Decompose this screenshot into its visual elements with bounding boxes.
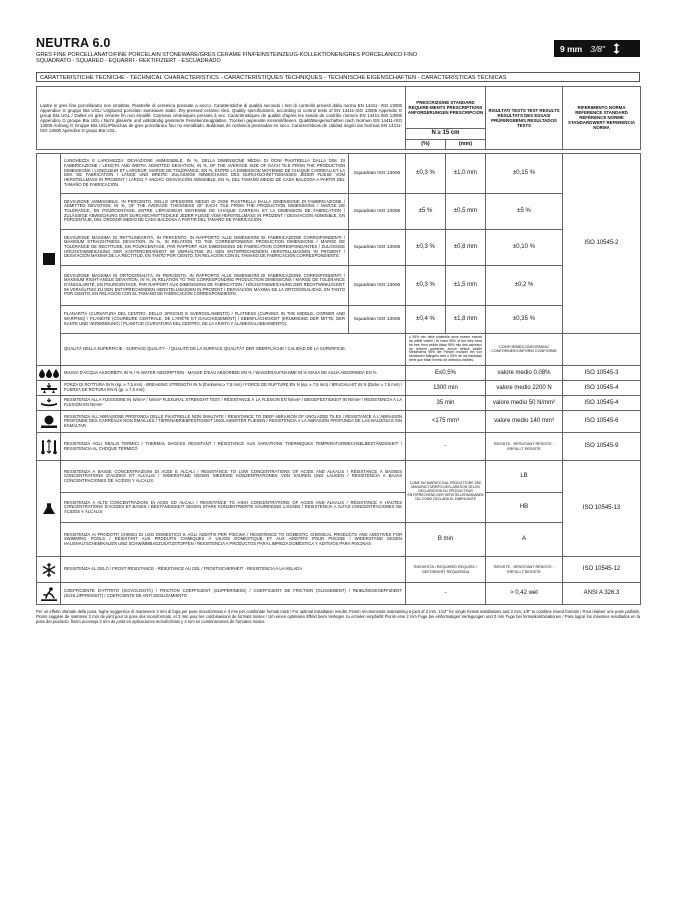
dimension-pct: ±0,3 % [406, 265, 446, 305]
flexural-strength-row [37, 396, 641, 411]
chemical-desc: RESISTENZA A ALTE CONCENTRAZIONI DI ACIDI ED ALCALI / RESISTANCE TO HIGH CONCENTRATIONS OF ACIDS AND ALKALIS / RÉSISTANCE À HAUTES CONCENTRATIONS D'ACIDES ET BASES / BESTÄNDIGKEIT GEGEN STARK KONZENTRIERTE SÄURENUND LAUGEN / RESISTENCIA A ALTAS CONCENTRACIONES DE ÁCIDOS Y ÁLCALIS [61, 493, 406, 523]
breaking-force-icon [40, 383, 58, 393]
row-result: valore medio 0,08% [486, 366, 563, 381]
dimension-method: Squadrato ISO 13006 [349, 305, 406, 333]
row-prescription: - [406, 583, 486, 605]
chemical-norm: ISO 10545-13 [563, 461, 641, 557]
prescription-header: PRESCRIZIONE STANDARD REQUIRE-MENTS PRESCRIPTIONS ANFORDERUNGEN PRESCRIPCION [406, 86, 486, 128]
dimension-mm: ±1,8 mm [446, 305, 486, 333]
icon-cell [37, 381, 61, 396]
row-prescription: <175 mm³ [406, 411, 486, 433]
footer-note: Per un effetto ottimale della posa, fughe suggerisce di mantenere 2 mm di fuga per pose monoformato e 3 mm per combinate formati misti / For optimal installation results, Florim recommends maintaining a joint of 2 mm, 1/12" for single format installations and 3 mm, 1/8" to combine mixed formats / Pour réaliser une pose parfaite, Florim suggère de maintenir 2 mm de joint pour la pose des monoformats, et 3 mm pour les combinaisons de formats mixtes / Um einen optimalen Effekt beim Verlegen zu erzielen empfiehlt Florim eine 2 mm Fuge bei einformatigen Verlegungen und 3 mm Fuge bei formatkombinationen / Para lograr los máximos resultados en la pose del producto, florim aconseja 2 mm de junta en aplicaciones monoformato y 3 mm en combinaciones de formatos mixtos. [36, 609, 640, 624]
dimension-pct: ±0,3 % [406, 153, 446, 193]
dimension-pct: ±0,4 % [406, 305, 446, 333]
dimension-row [37, 153, 641, 193]
thickness-inch: 3/8" [590, 43, 606, 54]
thermal-shock-row [37, 433, 641, 461]
row-norm: ISO 10545-12 [563, 557, 641, 583]
dimension-desc: DEVIAZIONE AMMISSIBILE, IN PERCENTO, DELLO SPESSORE MEDIO DI OGNI PIASTRELLA DALLA DIMENSIONE DI FABBRICAZIONE / ADMITTED DEVIATION, IN %, OF THE AVERAGE THICKNESS OF EACH TILE FROM THE PRODUCTION DIMENSIONS / MARGE DE TOLÉRANCE, EN POURCENTAGE, ENTRE L'ÉPAISSEUR MOYENNE DE CHAQUE CARREAU ET LA DIMENSION DE FABRICATION / ZULÄSSIGE ABWEICHUNG DER DURCHSCHNITTSDICKE JEDER FLIESE VOM HERSTELLMASS IN PROZENT / DESVIACIÓN ADMISIBLE, EN PORCENTAJE, DEL GROSOR MEDIO DE CADA BALDOSA A PARTIR DEL TAMAÑO DE FABRICACIÓN. [61, 193, 349, 229]
dimension-row [37, 305, 641, 333]
row-desc: FORZA DI ROTTURA IN N (sp. ≥ 7,5 mm) - BREAKING STRENGTH IN N (thickness ≥ 7,5 mm) / FORCE DE RUPTURE EN N (ép. ≥ 7,5 mm) / BRUCHLAST IN N (Dicke ≥ 7,5 mm) / FUERZA DE ROTURA EN N (gr. ≥ 7,5 mm) [61, 381, 406, 396]
chemical-result: A [486, 523, 563, 557]
product-subtitle [36, 52, 516, 65]
dimension-row [37, 193, 641, 229]
dimension-icon-cell [37, 153, 61, 365]
dimension-desc: PLANARITÀ (CURVATURA DEL CENTRO, DELLO SPIGOLO E SVERGOLAMENTO) / FLATNESS (CURVING IN THE MIDDLE, CORNER AND WARPING) / PLANÉITÉ (COURBURE CENTRALE, DE L'ARÊTE ET GAUCHISSEMENT) / EBENFLÄCHIGKEIT (KRÜMMUNG DER MITTE, DER KANTE UND VERWINDUNG) / PLANITUD (CURVATURA DEL CENTRO, DE LA ARISTA Y ALABEO/ALABEAMIENTO). [61, 305, 349, 333]
dimension-mm: ±1,5 mm [446, 265, 486, 305]
row-norm: ISO 10545-3 [563, 366, 641, 381]
header [36, 36, 640, 65]
abrasion-icon [41, 415, 57, 429]
thermal-shock-icon [41, 439, 57, 455]
chemical-row [37, 461, 641, 493]
dimension-desc: LUNGHEZZA E LARGHEZZA: DEVIAZIONE AMMISSIBILE, IN %, DELLA DIMENSIONE MEDIA DI OGNI PIASTRELLA DALLA DIM. DI FABBRICAZIONE / LENGTH AND WIDTH: ADMITTED DEVIATION, IN %, OF THE AVERAGE SIZE OF EACH TILE FROM THE PRODUCTION DIMENSIONS / LONGUEUR ET LARGEUR: MARGE DE TOLÉRANCE, EN %, ENTRE LA DIMENSION MOYENNE DE CHAQUE CARREAU ET LA DIM. DE FABRICATION / LÄNGE UND BREITE: ZULÄSSIGE ABWEICHUNG DES DURCHSCHNITTSMASSES JEDER FLIESE VOM HERSTELLMASS IN PROZENT / LARGO Y ANCHO: DESVIACIÓN ADMISIBLE, EN %, DEL TAMAÑO MEDIO DE CADA BALDOSA A PARTIR DEL TAMAÑO DE FABRICACIÓN. [61, 153, 349, 193]
product-title: NEUTRA 6.0 [36, 36, 111, 50]
dimension-mm: ±0,5 mm [446, 193, 486, 229]
icon-cell [37, 583, 61, 605]
intro-table [36, 86, 641, 150]
frost-icon [42, 563, 56, 577]
row-prescription: 1300 min [406, 381, 486, 396]
row-norm: ISO 10545-9 [563, 433, 641, 461]
dimension-method: Squadrato ISO 13006 [349, 265, 406, 305]
norm-header: RIFERIMENTO NORMA REFERENCE STANDARD RÉFÉRENCE NORME STANDARDWERT REFERENCIA NORMA [563, 86, 641, 149]
row-prescription: RICHIESTA / REQUIRED REQUISE / GEFORDERT REQUERIDA [406, 557, 486, 583]
intro-row [37, 86, 641, 128]
chemical-result: LB [486, 461, 563, 493]
icon-cell [37, 557, 61, 583]
row-desc: MASSA D'ACQUA ASSORBITA IN % / % WATER ABSORPTION - MASSE D'EAU ABSORBÉE EN % / WASSERAUFNAHME IN % MASA DE AGUA ABSORBIDA EN % [61, 366, 406, 381]
row-norm: ISO 10545-4 [563, 381, 641, 396]
dimension-mm: ±1,0 mm [446, 153, 486, 193]
abrasion-row [37, 411, 641, 433]
dimension-result: ±5 % [486, 193, 563, 229]
icon-cell [37, 411, 61, 433]
row-desc: RESISTENZA ALLA FLESSIONE IN N/mm² / N/mm² FLEXURAL STRENGHT TEST / RÉSISTANCE À LA FLEXION EN N/mm² / BIEGEFESTIGKEIT IN N/mm² / RESISTENCIA A LA FLEXIÓN EN N/mm² [61, 396, 406, 411]
row-desc: RESISTENZA AL GELO / FROST RESISTANCE - RÉSISTANCE AU GEL / FROSTSICHERHEIT - RESISTENCIA A LA HELADA [61, 557, 406, 583]
datasheet-page [36, 36, 640, 624]
row-result: RESISTE - RÉSISTANT RÉSISTE - ERFÜLLT RESISTE [486, 557, 563, 583]
slipping-person-icon [41, 587, 57, 601]
dimension-pct: ±0,3 % [406, 229, 446, 265]
row-prescription: - [406, 433, 486, 461]
surface-desc: QUALITÀ DELLA SUPERFICIE - SURFACE QUALITY - / QUALITÉ DE LA SURFACE QUALITÄT DER OBERFLÄCHE / CALIDAD DE LA SUPERFICIE. [61, 333, 406, 365]
chemical-prescription-bottom: B min [406, 523, 486, 557]
dimension-result: ±0,10 % [486, 229, 563, 265]
section-title: CARATTERISTICHE TECNICHE - TECHNICAL CHARACTERISTICS - CARACTERISTIQUES TECHNIQUES - TECHNISCHE EIGENSCHAFTEN - CARACTERÍSTICAS TÉCNICAS [36, 72, 640, 82]
tile-square-icon [43, 253, 55, 265]
characteristics-table [36, 153, 641, 605]
results-header: RISULTATI TESTS TEST RESULTS RESULTATS DES ESSAIS PRÜFERGEBNIS RESULTADOS TESTS [486, 86, 563, 149]
row-result: valore medio 50 N/mm² [486, 396, 563, 411]
vertical-double-arrow-icon [613, 43, 620, 54]
flexural-strength-icon [40, 398, 58, 408]
chemical-row [37, 523, 641, 557]
row-result: valore medio 2200 N [486, 381, 563, 396]
thickness-badge [554, 40, 640, 57]
surface-row [37, 333, 641, 365]
friction-row [37, 583, 641, 605]
chemical-icon-cell [37, 461, 61, 557]
dimension-row [37, 265, 641, 305]
row-desc: RESISTENZA AGLI SBALZI TERMICI / THERMAL SHOCKS RESISTANT / RÉSISTANCE AUX VARIATIONS THERMIQUES TEMPERATURWECHSELBESTÄNDIGKEIT / RESISTENCIA AL CHOQUE TÉRMICO [61, 433, 406, 461]
dimension-pct: ±5 % [406, 193, 446, 229]
chemical-desc: RESISTENZA AI PRODOTTI CHIMICI DI USO DOMESTICO E AGLI ADDITIVI PER PISCINA / RESISTENCE TO DOMESTIC CHEMICAL PRODUCTS AND ADDITIVES FOR SWIMMING POOLS / RÉSISTANT AUX PRODUITS CHIMIQUES À USAGE DOMESTIQUE ET AUX ADDITIFS POUR PISCINE / WIDERSTAND GEGEN HAUSHALTSCHEMIKALIEN UND SCHWIMMBADZUSATZSTOFFEN / RESISTENCIA A PRODUCTOS PARA LIMPIEZA DOMÉSTICA Y ADITIVOS PARA PISCINAS [61, 523, 406, 557]
dimension-result: ±0,35 % [486, 305, 563, 333]
row-result: > 0,42 wet [486, 583, 563, 605]
chemical-result: HB [486, 493, 563, 523]
thickness-mm: 9 mm [560, 43, 583, 54]
water-absorption-row [37, 366, 641, 381]
breaking-strength-row [37, 381, 641, 396]
icon-cell [37, 433, 61, 461]
row-desc: COEFFICIENTE D'ATTRITO (SCIVOLOSITÀ) / FRICTION COEFFICIENT (SLIPPERINESS) / COEFFICIENT DE FRICTION (GLISSEMENT) / REIBUNGSKOEFFIZIENT (SCHLÜPFRIGKEIT) / COEFICIENTE DE ANTI DESLIZAMIENTO [61, 583, 406, 605]
dimension-norm: ISO 10545-2 [563, 153, 641, 333]
subtitle-line-1: GRES FINE PORCELLANATO/FINE PORCELAIN STONEWARE/GRES CERAME FIN/FEINSTEINZEUG-KOLLEKTIONEN/GRES PORCELANICO FINO [36, 52, 418, 58]
row-norm: ISO 10545-4 [563, 396, 641, 411]
row-desc: RESISTENZA ALL'ABRASIONE PROFONDA DELLE PIASTRELLE NON SMALTATE / RESISTANCE TO DEEP ABRASION OF UNGLAZED TILES / RÉSISTANCE À L'ABRASION PROFONDE DES CARREAUX NON ÉMAILLÉS / TIEFENABRIEBFESTIGKEIT UNGLASIERTER FLIESEN / RESISTENCIA A LA ABRASIÓN PROFUNDA DE LAS BALDOSAS SIN ESMALTAR [61, 411, 406, 433]
water-drops-icon [39, 368, 59, 378]
frost-row [37, 557, 641, 583]
chemical-row [37, 493, 641, 523]
surface-result: CONFORME/CONFORMING CONFORME/KONFORM CONFORME [486, 333, 563, 365]
icon-cell [37, 366, 61, 381]
row-norm: ANSI A 326.3 [563, 583, 641, 605]
mm-header: (mm) [446, 139, 486, 149]
row-result: valore medio 140 mm³ [486, 411, 563, 433]
surface-norm-empty [563, 333, 641, 365]
dimension-method: Squadrato ISO 13006 [349, 193, 406, 229]
dimension-desc: DEVIAZIONE MASSIMA DI RETTILINEARITÀ, IN PERCENTO, IN RAPPORTO ALLE DIMENSIONI DI FABBRICAZIONE CORRISPONDENTI / MAXIMUM STRAIGHTNESS DEVIATION, IN %, IN RELATION TO THE CORRESPONDING PRODUCTION DIMENSIONS / MARGE DE TOLÉRANCE DE RECTITUDE, EN POURCENTAGE, PAR RAPPORT AUX DIMENSIONS DE FABRICATION CORRESPONDANTES / ZULÄSSIGE HÖCHSTABWEICHUNG DER KANTENGERADHEIT IM VERHÄLTNIS ZU DEN ENTSPRECHENDEN HERSTELLMASSEN IN PROZENT / DESVIACIÓN MÁXIMA DE LA RECTITUD, EN TANTO POR CIENTO, EN RELACIÓN CON EL TAMAÑO DE FABRICACIÓN CORRESPONDIENTE. [61, 229, 349, 265]
intro-text: Lastre in gres fine porcellanato non smaltato. Piastrelle di ceramica pressate a secco. Caratteristiche di qualità secondo i test di controllo previsti dalla norma EN 14411- ISO 13006 Appendice G gruppo BIa UGL/ Unglazed porcelain stoneware slabs. Dry-pressed ceramic tiles. Quality specifications, according to control tests of EN 14411-ISO 13006 Appendix G group BIa UGL / Dalles en grès cérame fin non émaillé. Carreaux céramiques pressés à sec. Caractéristiques de qualité d'après les essais de contrôle normes EN 14411-ISO 13006 Appendice G groupe BIa UGL / Nicht glasierte und vollständig gesinterte Feinsteinzeugplatten. Trocken gepresste Keramikfliesen. Qualitätseigenschaften nach Normen EN 14411-ISO 13006 Anhang G Gruppe BIa UGL/Planchas de gres porcelánico fino no esmaltado. Baldosas de cerámica prensadas en seco. Características de calidad según las Normas EN 14411-ISO 13006 Apéndice G grupo BIa UGL. [37, 86, 406, 149]
dimension-result: ±0,15 % [486, 153, 563, 193]
icon-cell [37, 396, 61, 411]
dimension-result: ±0,2 % [486, 265, 563, 305]
chemical-desc: RESISTENZA A BASSE CONCENTRAZIONI DI ACIDI E ALCALI / RESISTANCE TO LOW CONCENTRATIONS OF ACIDS AND ALKALIS / RÉSISTANCE À BASSES CONCENTRATIONS D'ACIDES ET ALCALIS / WIDERSTAND GEGEN NIEDRIGE KONZENTRATIONEN VON SÄUREN UND LAUGEN / RESISTENCIA A BAJAS CONCENTRACIONES DE ÁCIDOS Y ÁLCALIS. [61, 461, 406, 493]
dimension-row [37, 229, 641, 265]
chemical-prescription-top: COME DICHIARATO DAL PRODUTTORE SEE MANUFACTURER'S DECLARATION SELON DÉCLARATION DU PRODUCTEUR ENTSPRECHEND DER HERSTELLERANGABEN TAL COMO DECLARA EL FABRICANTE [406, 461, 486, 523]
row-prescription: E≤0,5% [406, 366, 486, 381]
subtitle-line-2: SQUADRATO - SQUARED - EQUARRI - REKTIFIZIERT - ESCUADRADO [36, 58, 221, 65]
dimension-method: Squadrato ISO 13006 [349, 229, 406, 265]
surface-prescription: ≥ 95% min delle piastrelle deve essere esente da difetti visibili / At least 95% of the tiles must be free from visible flaws 95% min des carreaux ne doivent présenter aucun défaut visible Mindestens 95% der Fliesen müssen frei von sichtbaren Mängeln sein ≥ 95% de las baldosas tiene que estar exento de defectos visibles. [406, 333, 486, 365]
pct-header: (%) [406, 139, 446, 149]
chemical-flask-icon [42, 503, 56, 515]
row-result: RESISTE - RÉSISTANT RÉSISTE - ERFÜLLT RESISTE [486, 433, 563, 461]
dimension-method: Squadrato ISO 13006 [349, 153, 406, 193]
dimension-mm: ±0,8 mm [446, 229, 486, 265]
dimension-desc: DEVIAZIONE MASSIMA DI ORTOGONALITÀ, IN PERCENTO, IN RAPPORTO ALLE DIMENSIONI DI FABBRICAZIONE CORRISPONDENTI / MAXIMUM RIGHT-ANGLE DEVIATION, IN %, IN RELATION TO THE CORRESPONDING PRODUCTION DIMENSIONS / MARGE DE TOLÉRANCE D'ANGULARITÉ, EN POURCENTAGE, PAR RAPPORT AUX DIMENSIONS DE FABRICATION / HÖCHSTABWEICHUNG DER RECHTWINKLIGKEIT IM VERHÄLTNIS ZU DEN ENTSPRECHENDEN HERSTELLMASSEN IN PROZENT / DESVIACIÓN MÁXIMA DE LA ORTOGONALIDAD, EN TANTO POR CIENTO, EN RELACIÓN CON EL TAMAÑO DE FABRICACIÓN CORRESPONDIENTE. [61, 265, 349, 305]
row-norm: ISO 10545-6 [563, 411, 641, 433]
row-prescription: 35 min [406, 396, 486, 411]
range-header: N ≥ 15 cm [406, 128, 486, 139]
